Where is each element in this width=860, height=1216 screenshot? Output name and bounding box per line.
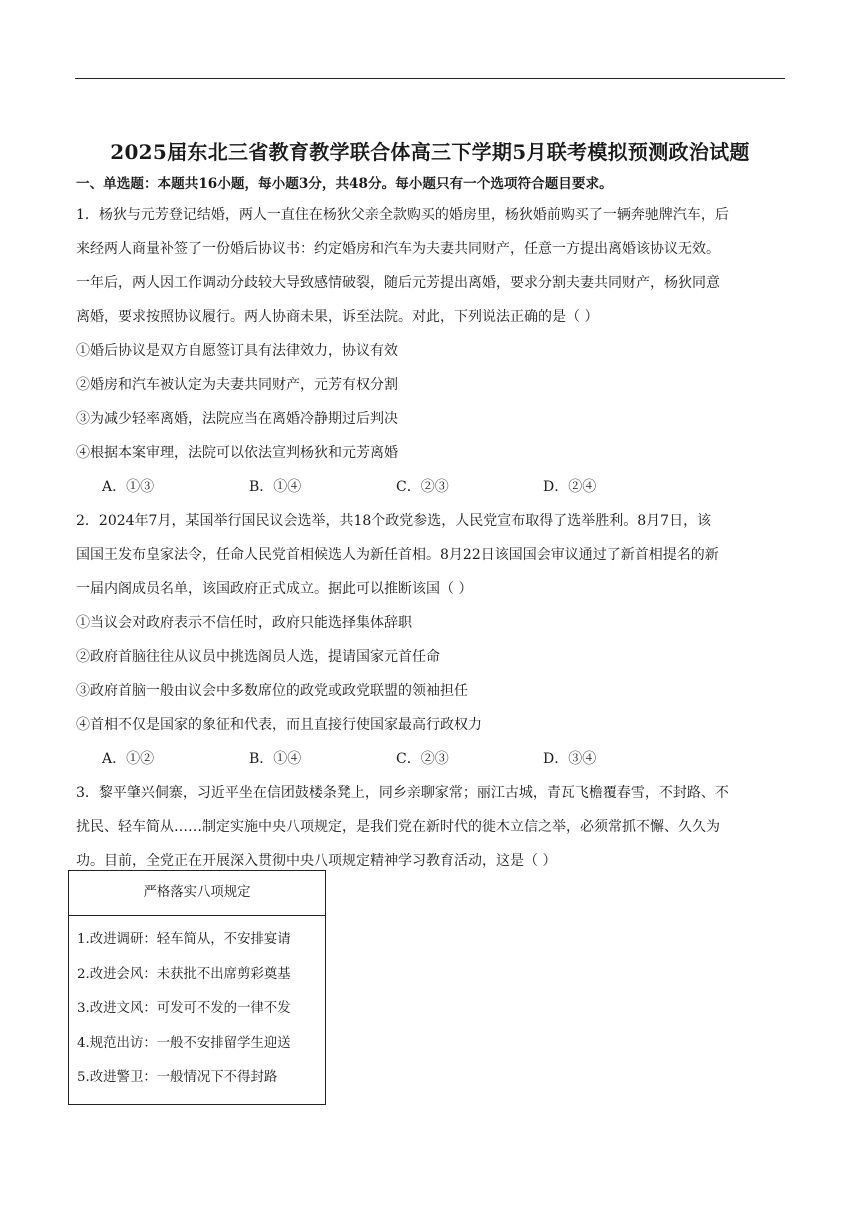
question-content [76,170,786,878]
q1-statement-4: ④根据本案审理，法院可以依法宣判杨狄和元芳离婚 [76,445,398,461]
table-header: 严格落实八项规定 [69,871,325,916]
q2-statement-3: ③政府首脑一般由议会中多数席位的政党或政党联盟的领袖担任 [76,683,468,699]
question-3 [76,776,786,878]
table-row: 1.改进调研：轻车简从，不安排宴请 [77,932,291,947]
question-2 [76,504,786,776]
table-row: 5.改进警卫：一般情况下不得封路 [77,1070,278,1085]
q1-statement-1: ①婚后协议是双方自愿签订具有法律效力，协议有效 [76,343,398,359]
q1-options [76,470,786,504]
q1-option-b[interactable]: B．①④ [249,479,302,495]
q2-option-c[interactable]: C．②③ [396,751,449,767]
table-row: 4.规范出访：一般不安排留学生迎送 [77,1035,291,1051]
q1-stem-line: 离婚，要求按照协议履行。两人协商未果，诉至法院。对此，下列说法正确的是（ ） [76,309,599,325]
page-title: 2025届东北三省教育教学联合体高三下学期5月联考模拟预测政治试题 [110,140,750,164]
question-1 [76,198,786,504]
table-row: 2.改进会风：未获批不出席剪彩奠基 [77,966,291,982]
q2-statement-4: ④首相不仅是国家的象征和代表，而且直接行使国家最高行政权力 [76,717,482,733]
q1-option-c[interactable]: C．②③ [396,479,449,495]
q1-option-d[interactable]: D．②④ [543,479,597,495]
q2-option-b[interactable]: B．①④ [249,751,302,767]
q2-statement-2: ②政府首脑往往从议员中挑选阁员人选，提请国家元首任命 [76,649,440,665]
q1-statement-3: ③为减少轻率离婚，法院应当在离婚冷静期过后判决 [76,411,398,427]
q2-stem-line: 2．2024年7月，某国举行国民议会选举，共18个政党参选，人民党宣布取得了选举胜利。8月7日，该 [76,513,712,529]
q1-stem-line: 来经两人商量补签了一份婚后协议书：约定婚房和汽车为夫妻共同财产，任意一方提出离婚该协议无效。 [76,241,720,257]
q2-stem-line: 一届内阁成员名单，该国政府正式成立。据此可以推断该国（ ） [76,581,473,597]
q1-statement-2: ②婚房和汽车被认定为夫妻共同财产，元芳有权分割 [76,377,398,393]
table-row: 3.改进文风：可发可不发的一律不发 [77,1001,291,1016]
q3-stem-line: 扰民、轻车简从……制定实施中央八项规定，是我们党在新时代的徙木立信之举，必须常抓不懈、久久为 [76,819,720,835]
q2-option-a[interactable]: A．①② [102,751,155,767]
q2-options [76,742,786,776]
q2-statement-1: ①当议会对政府表示不信任时，政府只能选择集体辞职 [76,615,412,631]
q1-option-a[interactable]: A．①③ [102,479,155,495]
q2-option-d[interactable]: D．③④ [543,751,597,767]
q2-stem-line: 国国王发布皇家法令，任命人民党首相候选人为新任首相。8月22日该国国会审议通过了新首相提名的新 [76,547,719,563]
q3-stem-line: 功。目前，全党正在开展深入贯彻中央八项规定精神学习教育活动，这是（ ） [76,853,557,869]
header-rule [75,78,785,79]
q1-stem-line: 1．杨狄与元芳登记结婚，两人一直住在杨狄父亲全款购买的婚房里，杨狄婚前购买了一辆奔驰牌汽车，后 [76,207,729,223]
eight-rules-table [68,870,326,1105]
table-body [69,916,325,1104]
section-heading: 一、单选题：本题共16小题，每小题3分，共48分。每小题只有一个选项符合题目要求。 [76,176,613,192]
q3-stem-line: 3．黎平肇兴侗寨，习近平坐在信团鼓楼条凳上，同乡亲聊家常；丽江古城，青瓦飞檐覆春雪，不封路、不 [76,785,729,801]
q1-stem-line: 一年后，两人因工作调动分歧较大导致感情破裂，随后元芳提出离婚，要求分割夫妻共同财产，杨狄同意 [76,275,720,291]
